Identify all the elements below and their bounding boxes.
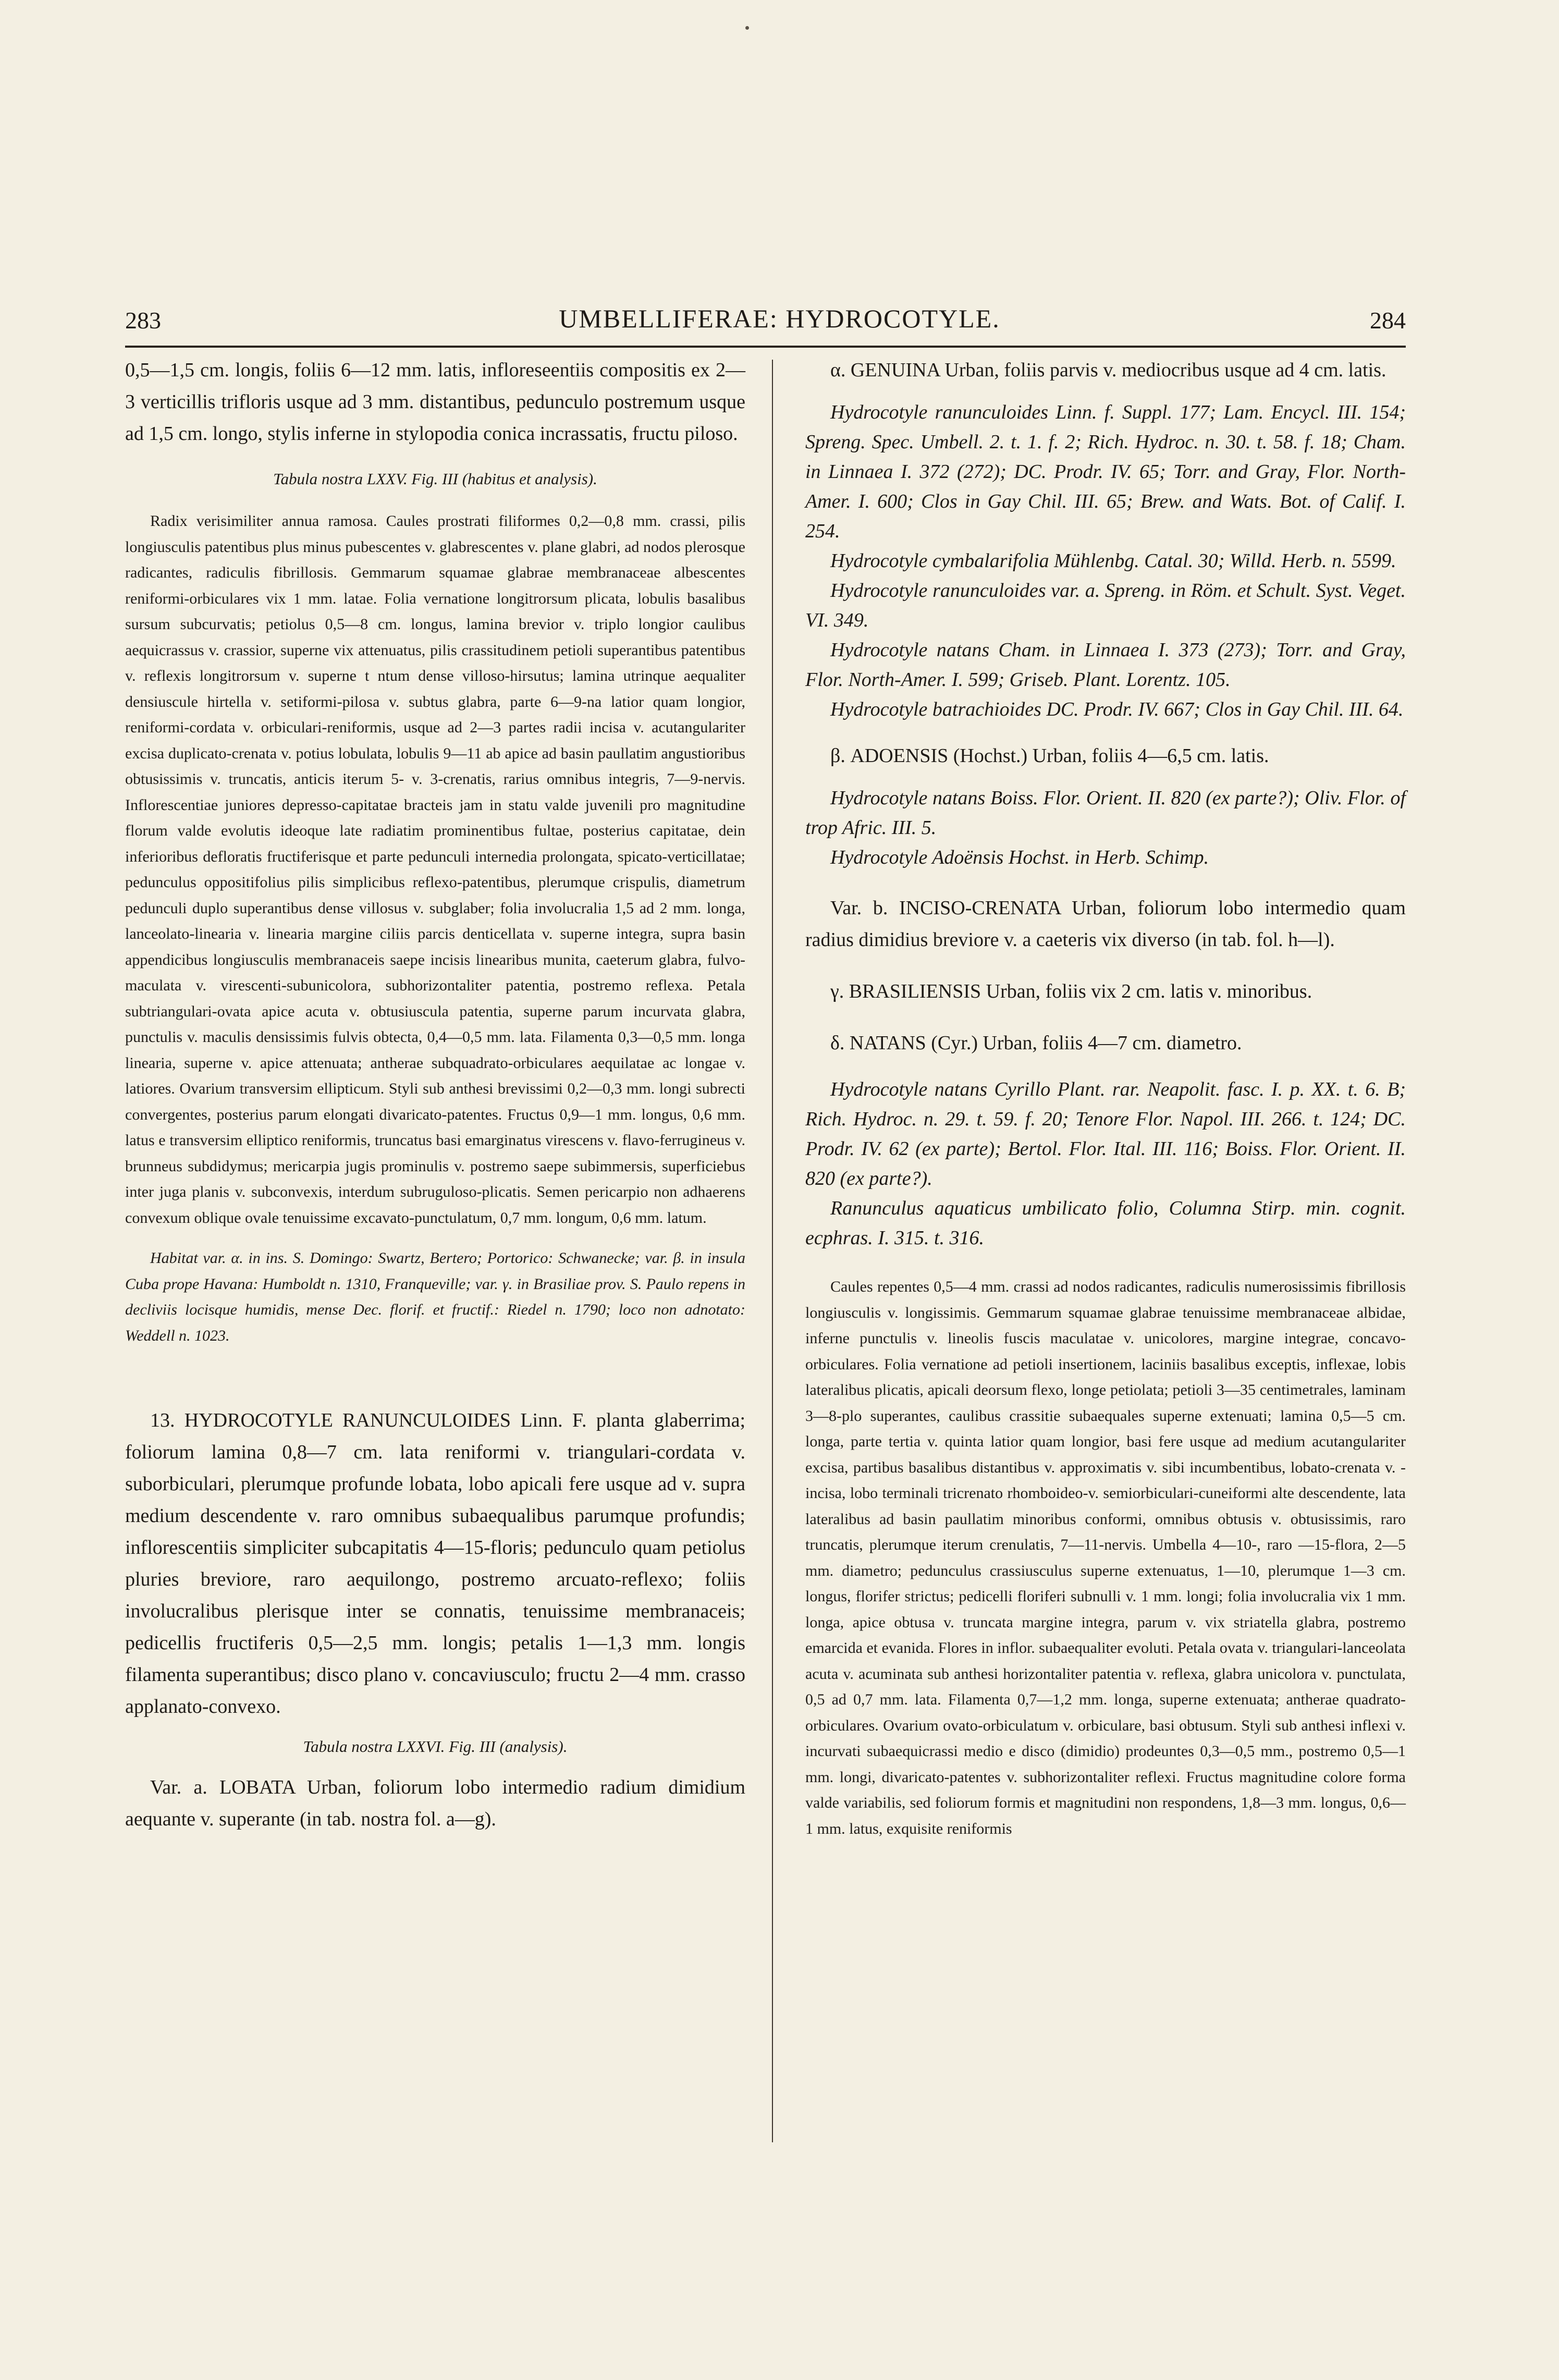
column-divider — [772, 360, 773, 2142]
citation: Hydrocotyle ranunculoides Linn. f. Suppl. 177; Lam. Encycl. III. 154; Spreng. Spec. Umbell. 2. t. 1. f. 2; Rich. Hydroc. n. 30. t. 58. f. 18; Cham. in Linnaea I. 372 (272); DC. Prodr. IV. 65; Torr. and Gray, Flor. North-Amer. I. 600; Clos in Gay Chil. III. 65; Brew. and Wats. Bot. of Calif. I. 254. — [805, 401, 1406, 542]
description-paragraph-2: Caules repentes 0,5—4 mm. crassi ad nodos radicantes, radiculis numerosissimis fibrillosis longiusculis v. longissimis. Gemmarum squamae glabrae tenuissime membranaceae albidae, inferne punctulis v. lineolis fuscis maculatae v. unicolores, margine integrae, concavo-orbiculares. Folia vernatione ad petioli insertionem, laciniis basalibus exceptis, inflexae, lobis lateralibus plicatis, apicali deorsum flexo, longe petiolata; petioli 3—35 centimetrales, laminam 3—8-plo superantes, caulibus crassitie subaequales superne extenuati; lamina 0,5—5 cm. longa, parte tertia v. quinta latior quam longior, basi fere usque ad medium acutangulariter excisa, partibus basalibus distantibus v. approximatis v. sibi incumbentibus, lobato-crenata v. -incisa, lobo terminali tricrenato rhomboideo-v. semiorbiculari-cuneiformi alte descendente, lata lateralibus ad basin paullatim minoribus conformi, omnibus obtusis v. obtusissimis, raro truncatis, plerumque iterum crenulatis, 7—11-nervis. Umbella 4—10-, raro —15-flora, 2—5 mm. diametro; pedunculus crassiusculus superne extenuatus, 1—10, plerumque 1—3 cm. longus, florifer strictus; pedicelli floriferi subnulli v. 1 mm. longi; folia involucralia vix 1 mm. longa, apice obtusa v. truncata margine integra, parum v. vix striatella glabra, postremo emarcida et evanida. Flores in inflor. subaequaliter evoluti. Petala ovata v. triangulari-lanceolata acuta v. acuminata sub anthesi horizontaliter patentia v. reflexa, glabra unicolora v. punctulata, 0,5 ad 0,7 mm. lata. Filamenta 0,7—1,2 mm. longa, superne extenuata; antherae quadrato-orbiculares. Ovarium ovato-orbiculatum v. orbiculare, basi obtusum. Styli sub anthesi inflexi v. incurvati subaequicrassi medio e disco (dimidio) prodeuntes 0,3—0,5 mm., postremo 0,5—1 mm. longi, divaricato-patentes v. subhorizontaliter reflexi. Fructus magnitudine colore forma valde variabilis, sed foliorum formis et magnitudini non respondens, 1,8—3 mm. longus, 0,6—1 mm. latus, exquisite reniformis — [805, 1278, 1406, 1837]
citation: Hydrocotyle cymbalarifolia Mühlenbg. Catal. 30; Willd. Herb. n. 5599. — [830, 550, 1396, 572]
print-dot — [745, 26, 749, 30]
citation: Hydrocotyle natans Cham. in Linnaea I. 373 (273); Torr. and Gray, Flor. North-Amer. I. 599; Griseb. Plant. Lorentz. 105. — [805, 639, 1406, 691]
delta-citations — [805, 1075, 1406, 1253]
citation: Hydrocotyle Adoënsis Hochst. in Herb. Schimp. — [830, 847, 1209, 868]
page-number-right: 284 — [1370, 307, 1406, 334]
alpha-citations — [805, 398, 1406, 725]
habitat-paragraph: Habitat var. α. in ins. S. Domingo: Swartz, Bertero; Portorico: Schwanecke; var. β. in insula Cuba prope Havana: Humboldt n. 1310, Franqueville; var. γ. in Brasiliae prov. S. Paulo repens in decliviis locisque humidis, mense Dec. florif. et fructif.: Riedel n. 1790; loco non adnotato: Weddell n. 1023. — [125, 1249, 745, 1344]
diagnosis-continuation: 0,5—1,5 cm. longis, foliis 6—12 mm. latis, infloreseentiis compositis ex 2—3 verticillis trifloris usque ad 3 mm. distantibus, pedunculo postremum usque ad 1,5 cm. longo, stylis inferne in stylopodia conica incrassatis, fructu piloso. — [125, 359, 745, 445]
header-rule — [125, 346, 1406, 348]
variety-gamma: γ. BRASILIENSIS Urban, foliis vix 2 cm. latis v. minoribus. — [830, 980, 1312, 1002]
variety-alpha: α. GENUINA Urban, foliis parvis v. mediocribus usque ad 4 cm. latis. — [830, 359, 1386, 381]
citation: Hydrocotyle batrachioides DC. Prodr. IV. 667; Clos in Gay Chil. III. 64. — [830, 698, 1404, 720]
page-number-left: 283 — [125, 307, 161, 334]
right-column — [805, 354, 1406, 1842]
variety-a: Var. a. LOBATA Urban, foliorum lobo intermedio radium dimidium aequante v. superante (in tab. nostra fol. a—g). — [125, 1776, 745, 1830]
citation: Hydrocotyle natans Boiss. Flor. Orient. II. 820 (ex parte?); Oliv. Flor. of trop Afric. III. 5. — [805, 787, 1406, 839]
figure-caption: Tabula nostra LXXV. Fig. III (habitus et analysis). — [273, 470, 597, 488]
running-header: UMBELLIFERAE: HYDROCOTYLE. — [559, 304, 1000, 333]
description-paragraph: Radix verisimiliter annua ramosa. Caules prostrati filiformes 0,2—0,8 mm. crassi, pilis longiusculis patentibus plus minus pubescentes v. glabrescentes v. plane glabri, ad nodos plerosque radicantes, radiculis fibrillosis. Gemmarum squamae glabrae membranaceae albescentes reniformi-orbiculares vix 1 mm. latae. Folia vernatione longitrorsum plicata, lobulis basalibus sursum subcurvatis; petiolus 0,5—8 cm. longus, lamina brevior v. triplo longior caulibus aequicrassus v. crassior, superne vix attenuatus, pilis crassitudinem petioli superantibus patentibus v. reflexis longitrorsum v. superne t ntum dense villoso-hirsutus; lamina utrinque aequaliter densiuscule hirtella v. setiformi-pilosa v. subtus glabra, parte 6—9-na latior quam longior, reniformi-cordata v. orbiculari-reniformis, usque ad 2—3 partes radii incisa v. acutangulariter excisa duplicato-crenata v. potius lobulata, lobulis 9—11 ab apice ad basin paullatim angustioribus obtusissimis v. truncatis, anticis iterum 5- v. 3-crenatis, rarius omnibus integris, 7—9-nervis. Inflorescentiae juniores depresso-capitatae bracteis jam in statu valde juvenili pro magnitudine florum valde evolutis ideoque late radiatim prominentibus fultae, posterius capitatae, dein inferioribus defloratis fructiferisque et parte pedunculi internedia prolongata, spicato-verticillatae; pedunculus oppositifolius pilis simplicibus reflexo-patentibus, plerumque crispulis, diametrum pedunculi duplo superantibus dense villosus v. subglaber; folia involucralia 1,5 ad 2 mm. longa, lanceolato-linearia v. linearia margine ciliis parcis denticellata v. superne integra, supra basin appendicibus longiusculis membranaceis saepe incisis linearibus munita, caeterum glabra, fulvo-maculata v. virescenti-subunicolora, subhorizontaliter patentia, postremo reflexa. Petala subtriangulari-ovata apice acuta v. obtusiuscula patentia, superne parum incurvata glabra, punctulis v. maculis densissimis fulvis obtecta, 0,4—0,5 mm. lata. Filamenta 0,3—0,5 mm. longa linearia, superne v. apice attenuata; antherae subquadrato-orbiculares aequilatae ac longae v. latiores. Ovarium transversim ellipticum. Styli sub anthesi brevissimi 0,2—0,3 mm. longi subrecti convergentes, posterius parum elongati divaricato-patentes. Fructus 0,9—1 mm. longus, 0,6 mm. latus e transversim elliptico reniformis, truncatus basi emarginatus virescens v. flavo-ferrugineus v. brunneus subdidymus; mericarpia jugis prominulis v. postremo saepe subimmersis, superficiebus inter juga planis v. subconvexis, interdum subruguloso-plicatis. Semen pericarpio non adhaerens convexum oblique ovale tenuissime excavato-punctulatum, 0,7 mm. longum, 0,6 mm. latum. — [125, 512, 745, 1226]
variety-delta: δ. NATANS (Cyr.) Urban, foliis 4—7 cm. diametro. — [830, 1032, 1242, 1054]
left-column — [125, 354, 745, 1835]
citation: Hydrocotyle ranunculoides var. a. Spreng. in Röm. et Schult. Syst. Veget. VI. 349. — [805, 580, 1406, 631]
citation: Hydrocotyle natans Cyrillo Plant. rar. Neapolit. fasc. I. p. XX. t. 6. B; Rich. Hydroc. n. 29. t. 59. f. 20; Tenore Flor. Napol. III. 266. t. 124; DC. Prodr. IV. 62 (ex parte); Bertol. Flor. Ital. III. 116; Boiss. Flor. Orient. II. 820 (ex parte?). — [805, 1078, 1406, 1189]
citation: Ranunculus aquaticus umbilicato folio, Columna Stirp. min. cognit. ecphras. I. 315. t. 316. — [805, 1197, 1406, 1249]
variety-b: Var. b. INCISO-CRENATA Urban, foliorum lobo intermedio quam radius dimidius breviore v. a caeteris vix diverso (in tab. fol. h—l). — [805, 897, 1406, 951]
variety-beta: β. ADOENSIS (Hochst.) Urban, foliis 4—6,5 cm. latis. — [830, 745, 1269, 767]
species-13-diagnosis: 13. HYDROCOTYLE RANUNCULOIDES Linn. F. planta glaberrima; foliorum lamina 0,8—7 cm. lata reniformi v. triangulari-cordata v. suborbiculari, plerumque profunde lobata, lobo apicali fere usque ad v. supra medium descendente v. raro omnibus subaequalibus parumque profundis; inflorescentiis simpliciter subcapitatis 4—15-floris; pedunculo quam petiolus pluries breviore, raro aequilongo, postremo arcuato-reflexo; foliis involucralibus plerisque inter se connatis, tenuissime membranaceis; pedicellis fructiferis 0,5—2,5 mm. longis; petalis 1—1,3 mm. longis filamenta superantibus; disco plano v. concaviusculo; fructu 2—4 mm. crasso applanato-convexo. — [125, 1409, 745, 1717]
beta-citations — [805, 783, 1406, 873]
figure-caption-2: Tabula nostra LXXVI. Fig. III (analysis). — [303, 1737, 568, 1756]
